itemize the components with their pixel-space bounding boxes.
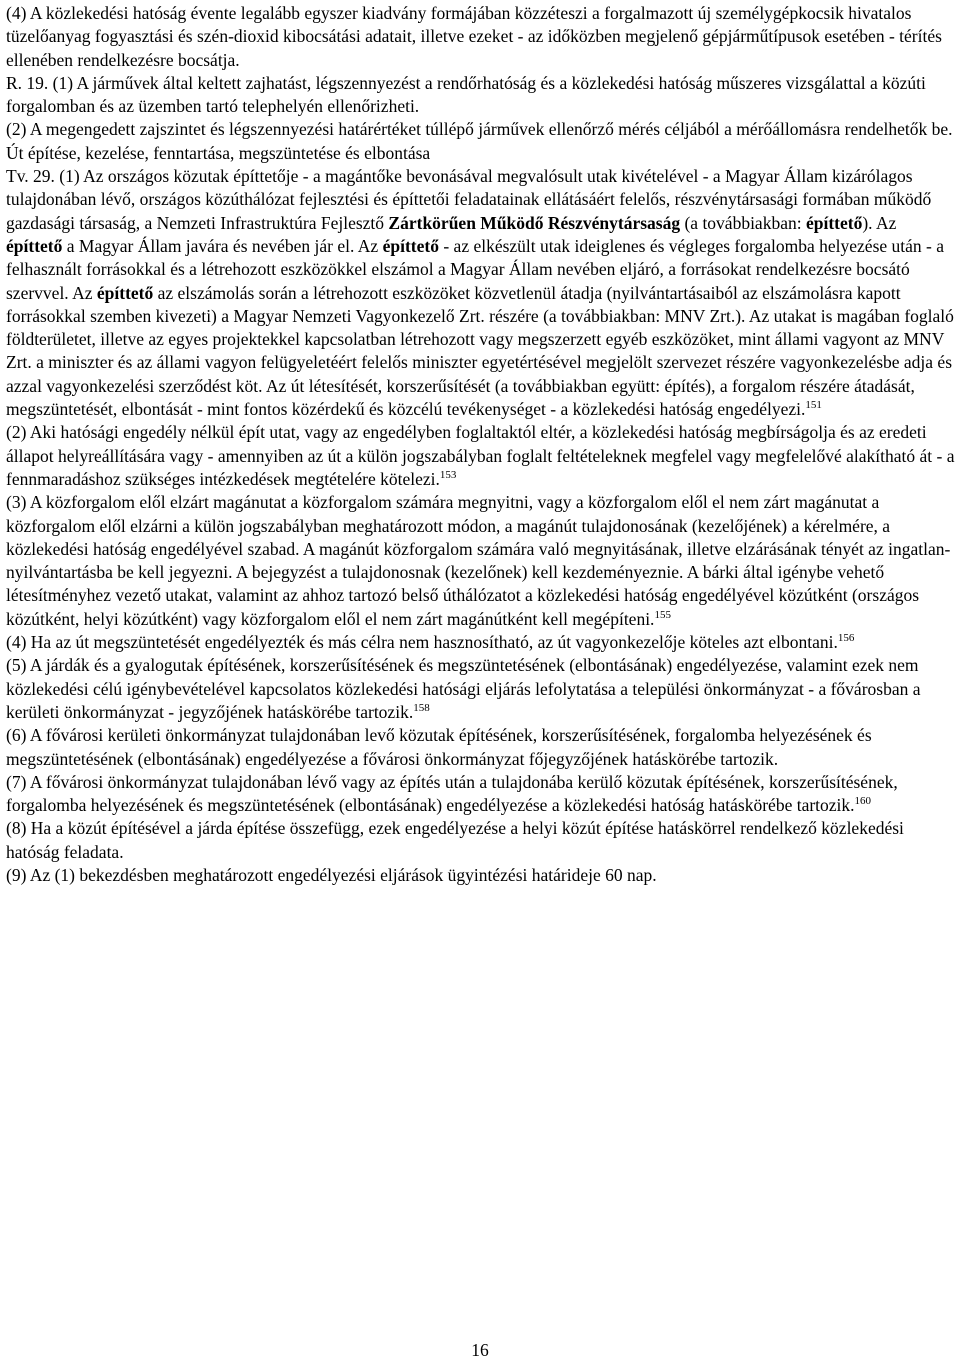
- bold-term: építtető: [96, 282, 154, 303]
- text-run: Út építése, kezelése, fenntartása, megszüntetése és elbontása: [6, 142, 431, 163]
- text-run: az elszámolás során a létrehozott eszközöket közvetlenül átadja (nyilvántartásaiból az elszámolásra kapott forrásokkal szemben kivezeti) a Magyar Nemzeti Vagyonkezelő Zrt. részére (a továbbiakban: MNV Zrt.). Az utakat is magában foglaló földterületet, illetve az egyes projektekkel kapcsolatban létrehozott vagy megszerzett egyéb eszközöket, mint állami vagyont az MNV Zrt. a miniszter és az állami vagyon felügyeletéért felelős miniszter egyetértésével megjelölt szervezet részére vagyonkezelésbe adja és azzal vagyonkezelési szerződést köt. Az út létesítését, korszerűsítését (a továbbiakban együtt: építés), a forgalom részére átadását, megszüntetését, elbontását - mint fontos közérdekű és közcélú tevékenységet - a közlekedési hatóság engedélyezi.: [6, 282, 954, 420]
- bold-term: építtető: [805, 212, 863, 233]
- footnote-ref: 156: [837, 632, 855, 645]
- body-text: [6, 2, 956, 887]
- text-run: ). Az: [862, 212, 897, 233]
- footnote-ref: 151: [805, 399, 822, 412]
- text-run: a Magyar Állam javára és nevében jár el. Az: [62, 235, 383, 256]
- text-run: (8) Ha a közút építésével a járda építése összefügg, ezek engedélyezése a helyi közút építése hatáskörrel rendelkező közlekedési hatóság feladata.: [6, 818, 904, 862]
- footnote-ref: 160: [854, 795, 872, 808]
- paragraph: [6, 771, 956, 818]
- page-number: 16: [471, 1340, 489, 1360]
- text-run: (9) Az (1) bekezdésben meghatározott engedélyezési eljárások ügyintézési határideje 60 nap.: [6, 864, 657, 885]
- paragraph: [6, 631, 956, 654]
- text-run: (4) Ha az út megszüntetését engedélyezték és más célra nem hasznosítható, az út vagyonkezelője köteles azt elbontani.: [6, 632, 838, 653]
- text-run: (2) Aki hatósági engedély nélkül épít utat, vagy az engedélyben foglaltaktól eltér, a közlekedési hatóság megbírságolja és az eredeti állapot helyreállítására vagy - amennyiben az út a külön jogszabályban foglalt feltételeknek megfelel vagy megfelelővé alakítható át - a fennmaradáshoz szükséges intézkedések megtételére kötelezi.: [6, 422, 955, 489]
- paragraph: [6, 491, 956, 631]
- text-run: R. 19. (1) A járművek által keltett zajhatást, légszennyezést a rendőrhatóság és a közlekedési hatóság műszeres vizsgálattal a közúti forgalomban és az üzemben tartó telephelyén ellenőrizheti.: [6, 72, 926, 117]
- text-run: (6) A fővárosi kerületi önkormányzat tulajdonában levő közutak építésének, korszerűsítésének, forgalomba helyezésének és megszüntetésének (elbontásának) engedélyezése a fővárosi önkormányzat főjegyzőjének hatáskörébe tartozik.: [6, 725, 872, 769]
- text-run: - az elkészült utak ideiglenes és végleges forgalomba helyezése után - a felhasznált forrásokkal és a létrehozott eszközökkel elszámol a Magyar Állam nevében eljáró, a forrásokat rendelkezésre bocsátó szervvel. Az: [6, 235, 944, 303]
- paragraph: [6, 421, 956, 491]
- paragraph: [6, 864, 956, 887]
- paragraph: [6, 72, 956, 119]
- footnote-ref: 153: [439, 468, 457, 481]
- bold-term: építtető: [382, 235, 439, 256]
- text-run: (5) A járdák és a gyalogutak építésének, korszerűsítésének és megszüntetésének (elbontásának) engedélyezése, valamint ezek nem közlekedési célú igénybevételével kapcsolatos közlekedési hatósági eljárás lefolytatása a települési önkormányzat - a fővárosban a kerületi önkormányzat - jegyzőjének hatáskörébe tartozik.: [6, 655, 921, 722]
- bold-term: építtető: [6, 235, 63, 256]
- text-run: (2) A megengedett zajszintet és légszennyezési határértéket túllépő járművek ellenőrző mérés céljából a mérőállomásra rendelhetők be.: [6, 119, 953, 140]
- text-run: (4) A közlekedési hatóság évente legalább egyszer kiadvány formájában közzéteszi a forgalmazott új személygépkocsik hivatalos tüzelőanyag fogyasztási és szén-dioxid kibocsátási adatait, illetve ezeket - az időközben megjelenő gépjárműtípusok esetében - térítés ellenében rendelkezésre bocsátja.: [6, 3, 942, 70]
- paragraph: [6, 817, 956, 864]
- paragraph: [6, 2, 956, 72]
- footnote-ref: 158: [413, 701, 430, 714]
- paragraph: [6, 165, 956, 421]
- bold-term: Zártkörűen Működő Részvénytársaság: [388, 212, 681, 233]
- text-run: (7) A fővárosi önkormányzat tulajdonában lévő vagy az építés után a tulajdonába kerülő közutak építésének, korszerűsítésének, forgalomba helyezésének és megszüntetésének (elbontásának) engedélyezése a közlekedési hatóság hatáskörébe tartozik.: [6, 771, 898, 816]
- text-run: (a továbbiakban:: [680, 212, 806, 233]
- paragraph: [6, 654, 956, 724]
- text-run: (3) A közforgalom elől elzárt magánutat a közforgalom számára megnyitni, vagy a közforgalom elől el nem zárt magánutat a közforgalom elől elzárni a külön jogszabályban meghatározott módon, a magánút tulajdonosának (kezelőjének) a kérelmére, a közlekedési hatóság engedélyével szabad. A magánút közforgalom számára való megnyitásának, illetve elzárásának tényét az ingatlan-nyilvántartásba be kell jegyezni. A bejegyzést a tulajdonosnak (kezelőnek) kell kezdeményeznie. A bárki által igénybe vehető létesítményhez vezető utakat, valamint az ahhoz tartozó belső úthálózatot a közlekedési hatóság engedélyével közútként (országos közútként, helyi közútként) vagy közforgalom elől el nem zárt magánútként kell megépíteni.: [6, 492, 951, 629]
- paragraph: [6, 118, 956, 141]
- text-run: Tv. 29. (1) Az országos közutak építtetője - a magántőke bevonásával megvalósult utak kivételével - a Magyar Állam kizárólagos tulajdonában lévő, országos közúthálózat fejlesztési és építtetői feladatainak ellátásáért felelős, részvénytársasági formában működő gazdasági társaság, a Nemzeti Infrastruktúra Fejlesztő: [6, 166, 932, 233]
- footnote-ref: 155: [654, 608, 671, 621]
- paragraph: [6, 724, 956, 771]
- paragraph: [6, 142, 956, 165]
